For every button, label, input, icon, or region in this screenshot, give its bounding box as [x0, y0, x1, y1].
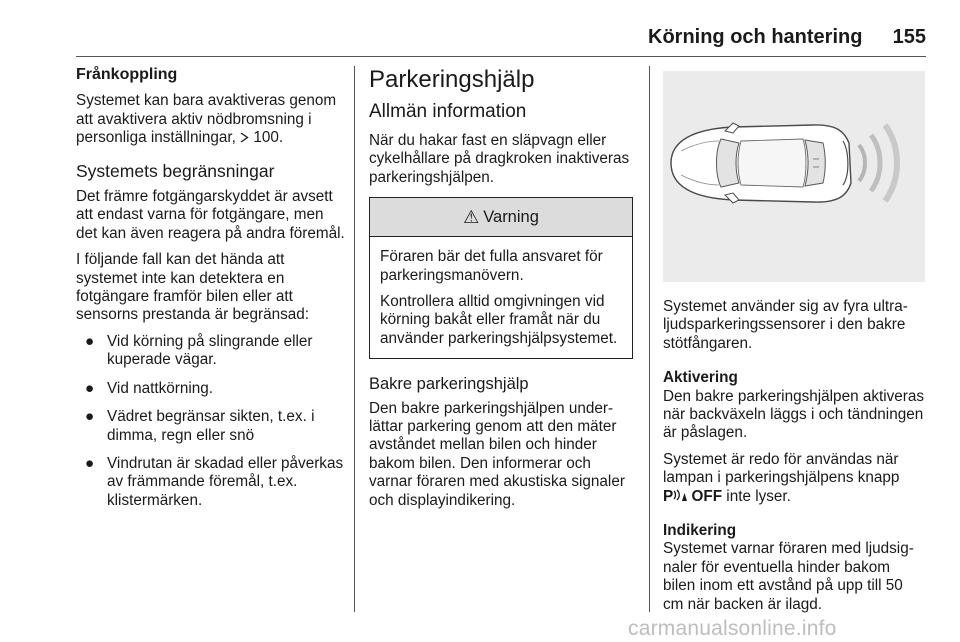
warning-paragraph-1: Föraren bär det fulla ansvaret för parkeringsmanövern. — [380, 248, 603, 284]
parking-assist-icon — [663, 488, 722, 505]
heading-aktivering: Aktivering — [663, 369, 738, 387]
warning-box — [369, 197, 633, 359]
warning-body — [370, 237, 632, 358]
column-2 — [369, 66, 633, 510]
bullet-list — [76, 333, 346, 510]
list-item — [76, 380, 346, 398]
header-rule — [76, 56, 926, 57]
paragraph-aktivering: Den bakre parkeringshjälpen aktiveras när backväxeln läggs i och tändningen är påslagen. — [663, 387, 925, 442]
watermark: carmanualsonline.info — [628, 617, 837, 640]
paragraph-allman: När du hakar fast en släpvagn eller cykelhållare på dragkroken inaktiveras parkeringshjälpen. — [369, 132, 630, 186]
bullet-icon: ● — [85, 379, 95, 397]
car-rear-sensor-illustration — [663, 71, 925, 282]
list-item — [76, 408, 346, 445]
parking-assist-glyph: P — [663, 487, 674, 505]
paragraph-indikering: Systemet varnar föraren med ljudsignaler för eventuella hinder bakom bilen inom ett avstånd på upp till 50 cm när backen är ilagd. — [663, 540, 914, 613]
heading-allman-information: Allmän information — [369, 101, 527, 122]
paragraph-bakre: Den bakre parkeringshjälpen underlättar parkering genom att den mäter avståndet mellan bilen och hinder bakom bilen. Den informerar och varnar föraren med akustiska signaler och displayindikering. — [369, 399, 625, 509]
paragraph-begransningar-2: I följande fall kan det hända att systemet inte kan detektera en fotgängare framför bilen eller att sensorns prestanda är begränsad: — [76, 251, 310, 324]
bullet-icon: ● — [85, 332, 95, 350]
list-item-text: Vid nattkörning. — [107, 379, 214, 397]
warning-title: Varning — [483, 208, 539, 227]
page-number: 155 — [892, 26, 926, 48]
arrow-ref-icon — [240, 129, 253, 146]
heading-parkeringshjalp: Parkeringshjälp — [369, 66, 535, 93]
paragraph-frankoppling — [76, 92, 346, 147]
list-item-text: Vid körning på slingrande eller kuperade vägar. — [107, 332, 313, 369]
column-3 — [663, 66, 925, 614]
list-item-text: Vädret begränsar sikten, t.ex. i dimma, regn eller snö — [107, 408, 315, 444]
heading-indikering: Indikering — [663, 522, 737, 540]
page-reference-link[interactable]: 100. — [253, 129, 284, 147]
paragraph-redo-text: Systemet är redo för användas när lampan i parkeringshjälpens knapp — [663, 450, 900, 487]
column-divider-1 — [354, 66, 355, 612]
paragraph-begransningar-1: Det främre fotgängarskyddet är avsett att endast varna för fotgängare, men det kan även reagera på andra föremål. — [76, 188, 345, 242]
heading-begransningar: Systemets begränsningar — [76, 160, 275, 181]
paragraph-redo-end: inte lyser. — [722, 487, 791, 505]
column-divider-2 — [649, 66, 650, 612]
paragraph-frankoppling-text: Systemet kan bara avaktiveras genom att avaktivera aktiv nödbromsning i personliga inställningar, — [76, 92, 337, 147]
car-illustration-svg — [663, 71, 925, 282]
list-item — [76, 455, 346, 510]
bullet-icon: ● — [85, 408, 95, 426]
heading-frankoppling: Frånkoppling — [76, 66, 178, 83]
heading-bakre-parkeringshjalp: Bakre parkeringshjälp — [369, 375, 529, 394]
page-header-title: Körning och hantering — [648, 26, 863, 48]
parking-assist-waves-icon — [673, 488, 687, 502]
bullet-icon: ● — [85, 454, 95, 472]
paragraph-redo — [663, 451, 925, 506]
warning-paragraph-2: Kontrollera alltid omgivningen vid körning bakåt eller framåt när du använder parkeringshjälpsystemet. — [380, 293, 618, 347]
paragraph-sensors: Systemet använder sig av fyra ultraljudsparkeringssensorer i den bakre stötfångaren. — [663, 298, 908, 352]
column-1 — [76, 66, 346, 520]
list-item — [76, 333, 346, 370]
list-item-text: Vindrutan är skadad eller påverkas av främmande föremål, t.ex. klistermärken. — [107, 454, 344, 509]
warning-header — [370, 198, 632, 237]
parking-assist-off-label: OFF — [691, 487, 723, 505]
warning-triangle-icon: ⚠ — [463, 207, 480, 228]
